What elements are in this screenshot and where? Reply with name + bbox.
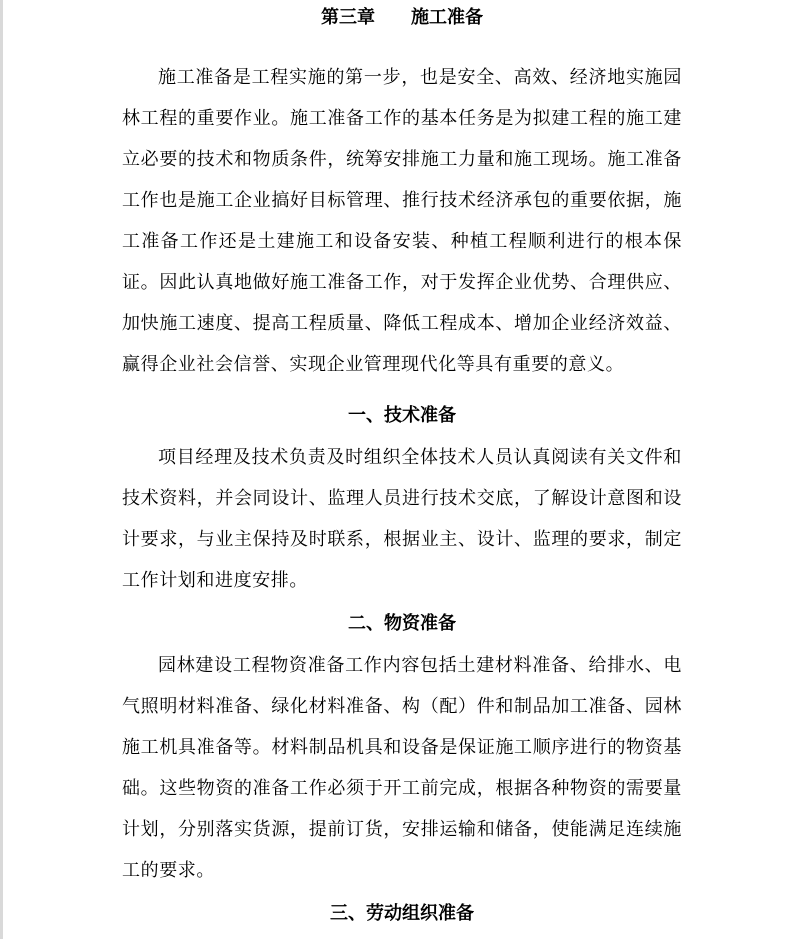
section-text-materials: 园林建设工程物资准备工作内容包括土建材料准备、给排水、电气照明材料准备、绿化材料准备、构（配）件和制品加工准备、园林施工机具准备等。材料制品机具和设备是保证施工顺序进行的物资基础。这些物资的准备工作必须于开工前完成，根据各种物资的需要量计划，分别落实货源，提前订货，安排运输和储备，使能满足连续施工的要求。 [122, 655, 682, 881]
section-heading-technical: 一、技术准备 [348, 405, 456, 426]
section-heading-materials: 二、物资准备 [348, 613, 456, 634]
chapter-title: 第三章 施工准备 [321, 7, 483, 28]
page-left-border [0, 0, 3, 939]
section-text-technical: 项目经理及技术负责及时组织全体技术人员认真阅读有关文件和技术资料，并会同设计、监理人员进行技术交底，了解设计意图和设计要求，与业主保持及时联系，根据业主、设计、监理的要求，制定工作计划和进度安排。 [122, 447, 682, 591]
section-heading-labor: 三、劳动组织准备 [330, 903, 474, 924]
section-paragraph-materials [122, 645, 682, 891]
intro-paragraph [122, 57, 682, 385]
intro-text: 施工准备是工程实施的第一步，也是安全、高效、经济地实施园林工程的重要作业。施工准备工作的基本任务是为拟建工程的施工建立必要的技术和物质条件，统筹安排施工力量和施工现场。施工准备工作也是施工企业搞好目标管理、推行技术经济承包的重要依据，施工准备工作还是土建施工和设备安装、种植工程顺利进行的根本保证。因此认真地做好施工准备工作，对于发挥企业优势、合理供应、加快施工速度、提高工程质量、降低工程成本、增加企业经济效益、赢得企业社会信誉、实现企业管理现代化等具有重要的意义。 [122, 67, 682, 375]
section-paragraph-technical [122, 437, 682, 601]
